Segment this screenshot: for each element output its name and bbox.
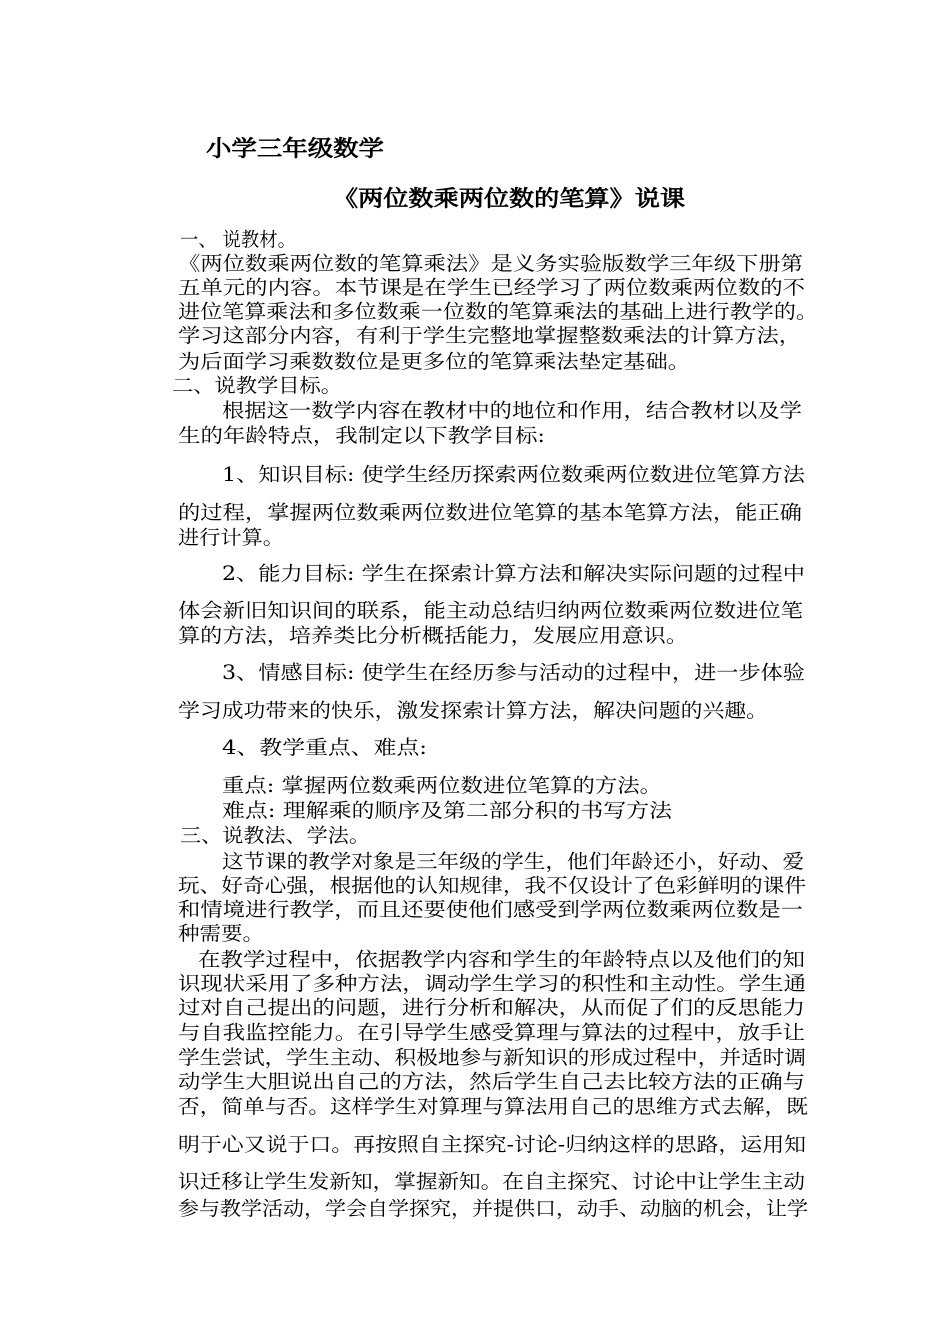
text-line (178, 501, 802, 525)
text-line (178, 350, 690, 374)
line-text: 重点: 掌握两位数乘两位数进位笔算的方法。 (222, 774, 663, 797)
line-text: 算的方法，培养类比分析概括能力，发展应用意识。 (178, 624, 689, 647)
document-subject (206, 136, 384, 164)
text-line (222, 736, 427, 760)
text-line (178, 526, 284, 550)
line-text: 生的年龄特点，我制定以下教学目标: (178, 424, 546, 447)
text-line (178, 1095, 808, 1119)
line-text: 1、知识目标: 使学生经历探索两位数乘两位数进位笔算方法 (222, 463, 805, 486)
line-text: 为后面学习乘数数位是更多位的笔算乘法垫定基础。 (178, 350, 690, 373)
text-line (178, 1070, 805, 1094)
text-line (222, 661, 805, 685)
text-line (178, 1197, 809, 1221)
text-line (178, 424, 546, 448)
text-line (198, 948, 806, 972)
text-line (178, 1046, 807, 1070)
line-text: 难点: 理解乘的顺序及第二部分积的书写方法 (222, 799, 673, 822)
text-line (178, 300, 818, 324)
text-line (178, 874, 807, 898)
text-line (222, 399, 802, 423)
text-line (178, 898, 804, 922)
text-line (222, 774, 663, 798)
line-text: 进位笔算乘法和多位数乘一位数的笔算乘法的基础上进行教学的。 (178, 300, 818, 323)
line-text: 与自我监控能力。在引导学生感受算理与算法的过程中，放手让 (178, 1021, 805, 1044)
line-text: 4、教学重点、难点: (222, 736, 427, 759)
text-line (178, 1133, 807, 1157)
line-text: 的过程，掌握两位数乘两位数进位笔算的基本笔算方法，能正确 (178, 501, 802, 524)
document-title (333, 186, 686, 214)
line-text: 过对自己提出的问题，进行分析和解决，从而促了们的反思能力 (178, 996, 805, 1019)
section-heading (180, 228, 303, 252)
line-text: 五单元的内容。本节课是在学生已经学习了两位数乘两位数的不 (178, 276, 805, 299)
text-line (178, 996, 805, 1020)
line-text: 学习这部分内容，有利于学生完整地掌握整数乘法的计算方法， (178, 324, 802, 347)
text-line (178, 599, 804, 623)
line-text: 识现状采用了多种方法，调动学生学习的积性和主动性。学生通 (178, 972, 807, 995)
line-text: 2、能力目标: 学生在探索计算方法和解决实际问题的过程中 (222, 562, 805, 585)
line-text: 明于心又说于口。再按照自主探究-讨论-归纳这样的思路，运用知 (178, 1133, 807, 1156)
line-text: 玩、好奇心强，根据他的认知规律，我不仅设计了色彩鲜明的课件 (178, 874, 807, 897)
line-text: 识迁移让学生发新知，掌握新知。在自主探究、讨论中让学生主动 (178, 1170, 805, 1193)
line-text: 动学生大胆说出自己的方法，然后学生自己去比较方法的正确与 (178, 1070, 805, 1093)
line-text: 和情境进行教学，而且还要使他们感受到学两位数乘两位数是一 (178, 898, 804, 921)
section-heading (180, 824, 370, 848)
text-line (222, 562, 805, 586)
text-line (222, 799, 673, 823)
text-line (178, 1021, 805, 1045)
line-text: 种需要。 (178, 922, 264, 945)
text-line (178, 252, 804, 276)
text-line (178, 1170, 805, 1194)
line-text: 《两位数乘两位数的笔算乘法》是义务实验版数学三年级下册第 (178, 252, 804, 275)
text-line (178, 922, 264, 946)
line-text: 这节课的教学对象是三年级的学生，他们年龄还小，好动、爱 (222, 850, 805, 873)
line-text: 学生尝试，学生主动、积极地参与新知识的形成过程中，并适时调 (178, 1046, 807, 1069)
section-heading (172, 374, 342, 398)
text-line (178, 276, 805, 300)
line-text: 在教学过程中，依据教学内容和学生的年龄特点以及他们的知 (198, 948, 806, 971)
line-text: 3、情感目标: 使学生在经历参与活动的过程中，进一步体验 (222, 661, 805, 684)
line-text: 进行计算。 (178, 526, 284, 549)
line-text: 学习成功带来的快乐，激发探索计算方法，解决问题的兴趣。 (178, 699, 769, 722)
text-line (222, 850, 805, 874)
text-line (222, 463, 805, 487)
line-text: 小学三年级数学 (206, 137, 384, 162)
text-line (178, 324, 802, 348)
line-text: 三、说教法、学法。 (180, 824, 370, 847)
line-text: 根据这一数学内容在教材中的地位和作用，结合教材以及学 (222, 399, 802, 422)
text-line (178, 972, 807, 996)
text-line (178, 699, 769, 723)
line-text: 一、 说教材。 (180, 228, 296, 251)
line-text: 体会新旧知识间的联系，能主动总结归纳两位数乘两位数进位笔 (178, 599, 804, 622)
line-text: 参与教学活动，学会自学探究，并提供口，动手、动脑的机会，让学 (178, 1197, 809, 1220)
text-line (178, 624, 689, 648)
line-text: 二、说教学目标。 (172, 374, 342, 397)
line-text: 《两位数乘两位数的笔算》说课 (333, 187, 686, 212)
line-text: 否，简单与否。这样学生对算理与算法用自己的思维方式去解，既 (178, 1095, 808, 1118)
